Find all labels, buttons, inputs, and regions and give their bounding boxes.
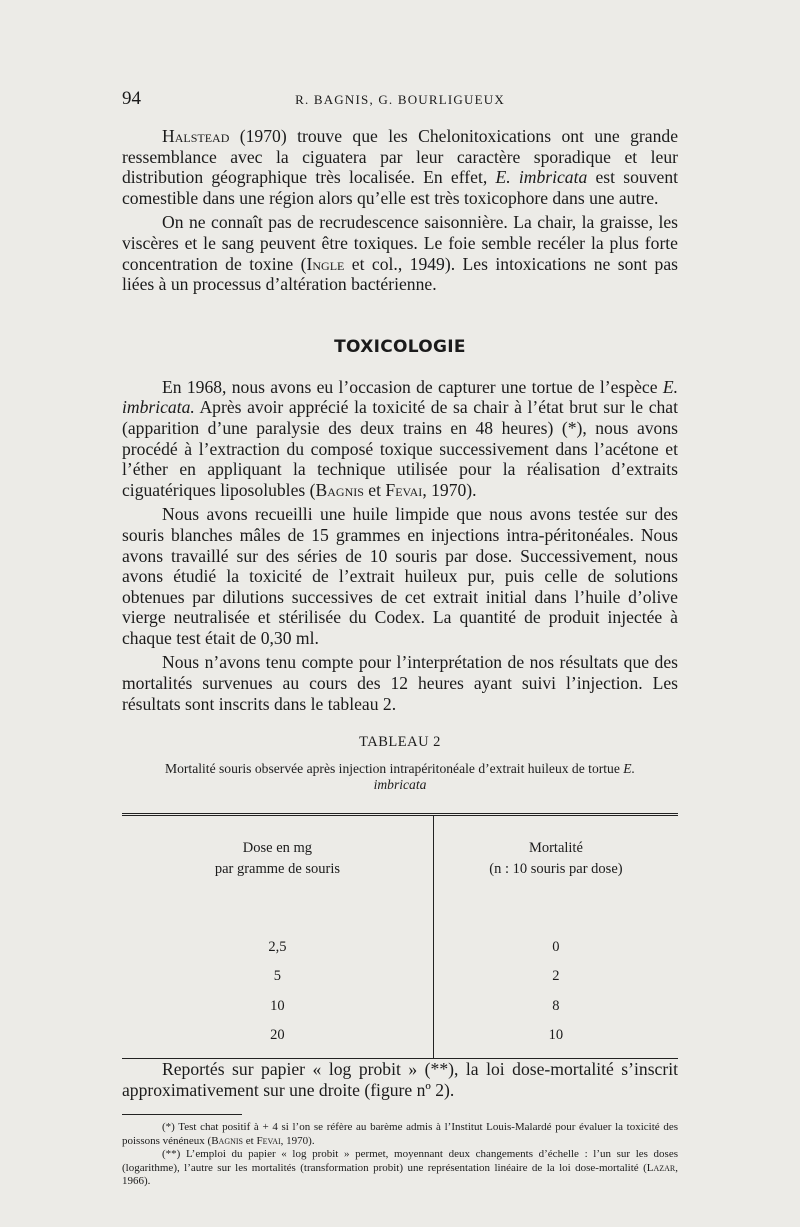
intro-paragraph-1 — [122, 126, 678, 208]
author-ref: Bagnis — [315, 479, 364, 500]
table-header-row — [122, 815, 678, 911]
dose-cell: 20 — [122, 1021, 433, 1059]
text: On ne connaît pas de recrudescence saisonnière. La chair, la graisse, les viscères et le sang peuvent être toxiques. Le foie semble recéler la plus forte concentration de toxine ( — [122, 212, 678, 274]
section-title: TOXICOLOGIE — [334, 336, 466, 357]
author-ref: Bagnis — [211, 1134, 244, 1147]
author-ref: Lazar — [646, 1161, 676, 1174]
text: et — [363, 479, 386, 500]
page-header — [122, 88, 678, 110]
page-body — [122, 126, 678, 1189]
mortality-cell: 8 — [552, 997, 560, 1014]
mortality-cell: 2 — [552, 968, 560, 984]
author-ref: Fevai — [385, 479, 423, 500]
table-caption: TABLEAU 2 — [359, 734, 441, 751]
mortality-cell: 0 — [552, 938, 560, 955]
mortality-table — [122, 813, 678, 1059]
species-name: E. imbricata — [373, 761, 635, 793]
mortality-cell: 10 — [548, 1027, 564, 1043]
dose-cell: 5 — [122, 962, 433, 992]
dose-cell: 2,5 — [122, 910, 433, 962]
dose-cell: 10 — [122, 991, 433, 1021]
text: et col., 1949). Les intoxications ne sont pas liées à un processus d’altération bactérienne. — [122, 253, 678, 295]
section-paragraph-2: Nous avons recueilli une huile limpide que nous avons testée sur des souris blanches mâles de 15 grammes en injections intra-péritonéales. Nous avons travaillé sur des séries de 10 souris par dose. Successivement, nous avons étudié la toxicité de l’extrait huileux pur, puis celle de solutions obtenues par dilutions successives de cet extrait initial dans l’huile d’olive vierge neutralisée et stérilisée du Codex. La quantité de produit injectée à chaque test était de 0,30 ml. — [122, 504, 678, 648]
header-line: par gramme de souris — [214, 861, 341, 878]
text: et — [243, 1134, 257, 1147]
text: Après avoir apprécié la toxicité de sa chair à l’état brut sur le chat (apparition d’une paralysie des deux trains en 48 heures) (*), nous avons procédé à l’extraction du composé toxique successivement dans l’acétone et l’éther en appliquant la technique utilisée pour la réalisation d’extraits ciguatériques liposolubles ( — [122, 397, 678, 500]
footnote-divider — [122, 1114, 242, 1115]
text: (*) Test chat positif à + 4 si l’on se réfère au barème admis à l’Institut Louis-Malardé pour évaluer la toxicité des poissons vénéneux ( — [122, 1121, 678, 1147]
footnote-2 — [122, 1148, 678, 1189]
text: (1970) trouve que les Chelonitoxications ont une grande ressemblance avec la ciguatera par leur caractère sporadique et leur distribution géographique très localisée. En effet, — [122, 126, 678, 188]
column-header-mortality — [433, 815, 678, 911]
text: Mortalité souris observée après injection intrapéritonéale d’extrait huileux de tortue — [165, 761, 624, 777]
text: En 1968, nous avons eu l’occasion de capturer une tortue de l’espèce — [162, 376, 663, 397]
text: (**) L’emploi du papier « log probit » permet, moyennant deux changements d’échelle : l’un sur les doses (logarithme), l’autre sur les mortalités (transformation probit) une représentation linéaire de la loi dose-mortalité ( — [122, 1148, 678, 1174]
text: , 1970). — [422, 479, 477, 500]
closing-paragraph: Reportés sur papier « log probit » (**), la loi dose-mortalité s’inscrit approximativement sur une droite (figure nº 2). — [122, 1059, 678, 1100]
section-paragraph-3: Nous n’avons tenu compte pour l’interprétation de nos résultats que des mortalités survenues au cours des 12 heures ayant suivi l’injection. Les résultats sont inscrits dans le tableau 2. — [122, 652, 678, 714]
header-line: (n : 10 souris par dose) — [489, 861, 623, 878]
column-header-dose — [122, 815, 433, 911]
header-line: Dose en mg — [242, 840, 313, 857]
text: est souvent comestible dans une région alors qu’elle est très toxicophore dans une autre. — [122, 167, 679, 208]
table-row — [122, 962, 678, 992]
table-row — [122, 910, 678, 962]
species-name: E. imbricata. — [122, 376, 678, 418]
species-name: E. imbricata — [495, 167, 588, 188]
footnote-1 — [122, 1121, 678, 1148]
intro-paragraph-2 — [122, 212, 678, 294]
author-ref: Ingle — [306, 253, 345, 274]
section-paragraph-1 — [122, 377, 678, 501]
text: , 1970). — [280, 1134, 315, 1147]
table-row — [122, 991, 678, 1021]
table-row — [122, 1021, 678, 1059]
running-head: R. BAGNIS, G. BOURLIGUEUX — [295, 92, 505, 107]
table-subtitle — [142, 761, 658, 793]
page-number: 94 — [122, 88, 141, 109]
header-line: Mortalité — [528, 840, 583, 857]
author-ref: Halstead — [162, 126, 230, 146]
text: , 1966). — [122, 1161, 678, 1188]
author-ref: Fevai — [256, 1134, 281, 1147]
